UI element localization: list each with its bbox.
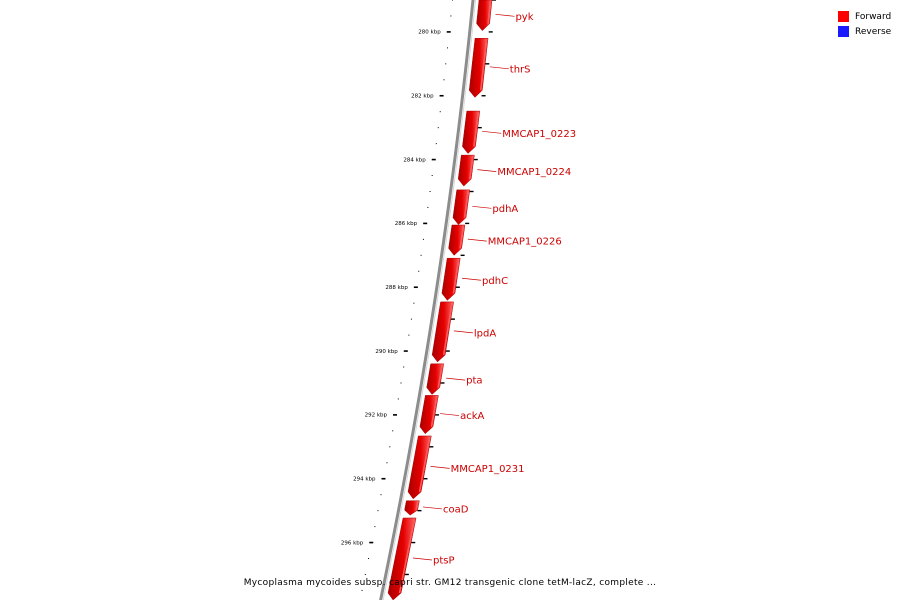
minor-tick: [445, 63, 446, 64]
major-tick: [382, 478, 386, 480]
gene-leader-line: [462, 278, 481, 280]
minor-tick: [377, 510, 378, 511]
legend-reverse-label: Reverse: [855, 26, 892, 37]
gene-leader-line: [446, 378, 465, 380]
minor-tick: [447, 47, 448, 48]
minor-tick: [403, 367, 404, 368]
gene-leader-line: [454, 331, 473, 333]
gene-leader-line: [482, 131, 501, 133]
minor-tick: [450, 15, 451, 16]
gene-leader-line: [477, 170, 496, 172]
minor-tick: [438, 127, 439, 128]
minor-tick: [427, 207, 428, 208]
major-tick: [404, 350, 408, 352]
tick-label: 290 kbp: [375, 348, 398, 355]
gene-label: pta: [466, 375, 483, 387]
gene-label: ptsP: [432, 555, 455, 567]
minor-tick: [374, 526, 375, 527]
forward-swatch: [838, 11, 849, 22]
minor-tick: [411, 319, 412, 320]
tick-label: 282 kbp: [411, 93, 434, 100]
gene-label: pyk: [515, 11, 534, 23]
major-tick: [393, 414, 397, 416]
minor-tick: [430, 191, 431, 192]
gene-label: MMCAP1_0223: [502, 128, 577, 140]
gene-leader-line: [431, 466, 450, 468]
major-tick: [423, 223, 427, 225]
tick-label: 284 kbp: [403, 157, 426, 164]
minor-tick: [398, 398, 399, 399]
scale-mark: [411, 542, 415, 543]
scale-mark: [424, 478, 428, 479]
gene-label: pdhA: [492, 203, 519, 215]
scale-mark: [485, 63, 489, 64]
minor-tick: [408, 335, 409, 336]
minor-tick: [421, 255, 422, 256]
gene-label: lpdA: [473, 328, 497, 340]
minor-tick: [432, 175, 433, 176]
gene-arrow: [453, 190, 470, 225]
gene-arrow: [458, 155, 474, 186]
tick-label: 288 kbp: [385, 285, 408, 292]
gene-arrow: [462, 111, 479, 153]
tick-label: 292 kbp: [364, 412, 388, 419]
tick-label: 294 kbp: [353, 476, 376, 483]
scale-mark: [478, 127, 482, 128]
gene-leader-line: [440, 414, 459, 416]
gene-label: pdhC: [482, 275, 509, 287]
legend: [838, 9, 891, 39]
scale-mark: [429, 446, 433, 447]
gene-label: thrS: [509, 64, 531, 76]
tick-label: 296 kbp: [340, 540, 364, 547]
legend-item-reverse: [838, 24, 891, 39]
gene-label: MMCAP1_0224: [497, 167, 572, 179]
gene-arrow: [405, 501, 420, 515]
minor-tick: [401, 382, 402, 383]
legend-forward-label: Forward: [855, 11, 892, 22]
gene-label: MMCAP1_0226: [487, 236, 562, 248]
gene-leader-line: [495, 14, 514, 16]
minor-tick: [423, 239, 424, 240]
minor-tick: [452, 0, 453, 1]
scale-mark: [465, 223, 469, 224]
legend-item-forward: [838, 9, 891, 24]
minor-tick: [440, 111, 441, 112]
major-tick: [440, 95, 444, 97]
major-tick: [432, 159, 436, 161]
minor-tick: [436, 143, 437, 144]
major-tick: [369, 542, 373, 544]
major-tick: [414, 286, 418, 288]
minor-tick: [443, 79, 444, 80]
gene-leader-line: [468, 239, 487, 241]
gene-arrow: [469, 38, 488, 97]
gene-label: MMCAP1_0231: [450, 463, 525, 475]
scale-mark: [474, 159, 478, 160]
scale-mark: [441, 382, 445, 383]
gene-arrow: [449, 225, 465, 255]
minor-tick: [362, 590, 363, 591]
scale-mark: [482, 95, 486, 96]
scale-mark: [446, 350, 450, 351]
tick-label: 286 kbp: [394, 221, 418, 228]
scale-mark: [489, 31, 493, 32]
minor-tick: [381, 494, 382, 495]
scale-mark: [456, 287, 460, 288]
scale-mark: [435, 414, 439, 415]
minor-tick: [392, 430, 393, 431]
scale-mark: [417, 510, 421, 511]
gene-arrow: [427, 364, 444, 395]
scale-mark: [492, 0, 496, 1]
gene-arrow: [442, 258, 460, 300]
scale-mark: [405, 574, 409, 575]
tick-label: 280 kbp: [418, 29, 441, 36]
reverse-swatch: [838, 26, 849, 37]
sequence-title: Mycoplasma mycoides subsp. capri str. GM12 transgenic clone tetM-lacZ, complete ...: [243, 578, 657, 588]
gene-track: [388, 0, 492, 600]
minor-tick: [386, 462, 387, 463]
minor-tick: [413, 303, 414, 304]
gene-leader-line: [472, 206, 491, 208]
gene-arrow: [477, 0, 492, 31]
gene-label: coaD: [442, 504, 469, 516]
scale-mark: [461, 255, 465, 256]
gene-leader-line: [490, 67, 509, 69]
scale-mark: [470, 191, 474, 192]
major-tick: [447, 31, 451, 33]
gene-leader-line: [413, 558, 432, 560]
gene-label: ackA: [460, 411, 485, 423]
minor-tick: [418, 271, 419, 272]
gene-leader-line: [423, 507, 442, 509]
minor-tick: [389, 446, 390, 447]
scale-mark: [451, 318, 455, 319]
minor-tick: [368, 558, 369, 559]
minor-tick: [365, 574, 366, 575]
